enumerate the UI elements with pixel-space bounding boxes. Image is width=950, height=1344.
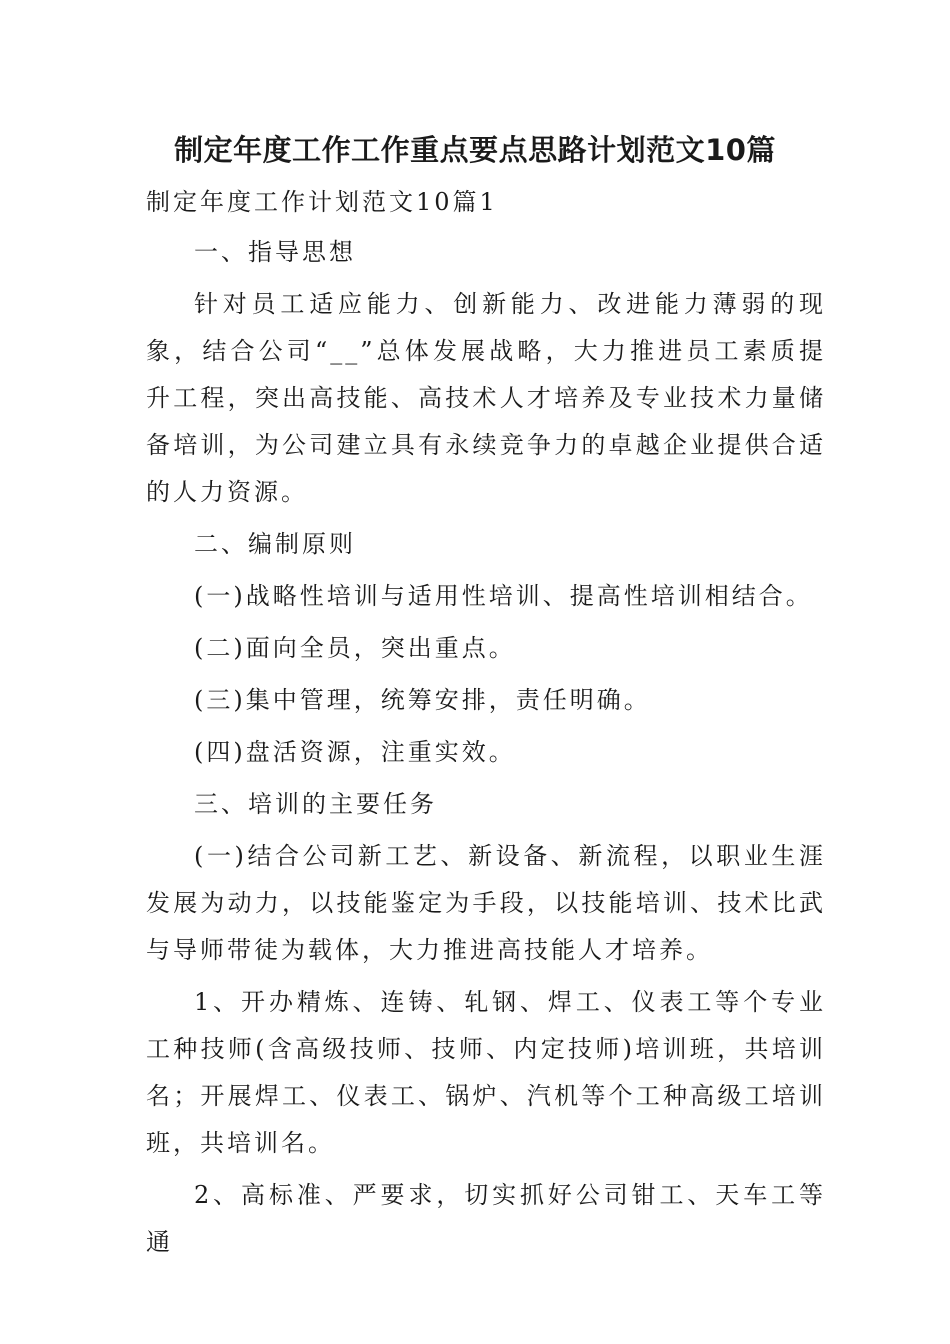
body-paragraph: (一)结合公司新工艺、新设备、新流程，以职业生涯发展为动力，以技能鉴定为手段，以技能培训、技术比武与导师带徒为载体，大力推进高技能人才培养。 [146,842,826,964]
heading-guiding-ideology: 一、指导思想 [194,238,356,266]
document-body [146,180,826,1266]
principle-item: (一)战略性培训与适用性培训、提高性培训相结合。 [194,582,813,610]
principle-item: (三)集中管理，统筹安排，责任明确。 [194,686,651,714]
principle-item: (四)盘活资源，注重实效。 [194,738,516,766]
heading-compilation-principles: 二、编制原则 [194,530,356,558]
body-paragraph: 针对员工适应能力、创新能力、改进能力薄弱的现象，结合公司“__”总体发展战略，大力推进员工素质提升工程，突出高技能、高技术人才培养及专业技术力量储备培训，为公司建立具有永续竞争力的卓越企业提供合适的人力资源。 [146,290,826,506]
principle-item: (二)面向全员，突出重点。 [194,634,516,662]
task-item: 2、高标准、严要求，切实抓好公司钳工、天车工等通 [146,1181,826,1256]
heading-main-tasks: 三、培训的主要任务 [194,790,437,818]
section-subtitle: 制定年度工作计划范文10篇1 [146,188,498,216]
task-item: 1、开办精炼、连铸、轧钢、焊工、仪表工等个专业工种技师(含高级技师、技师、内定技师)培训班，共培训名；开展焊工、仪表工、锅炉、汽机等个工种高级工培训班，共培训名。 [146,988,826,1157]
document-title: 制定年度工作工作重点要点思路计划范文10篇 [174,133,776,167]
